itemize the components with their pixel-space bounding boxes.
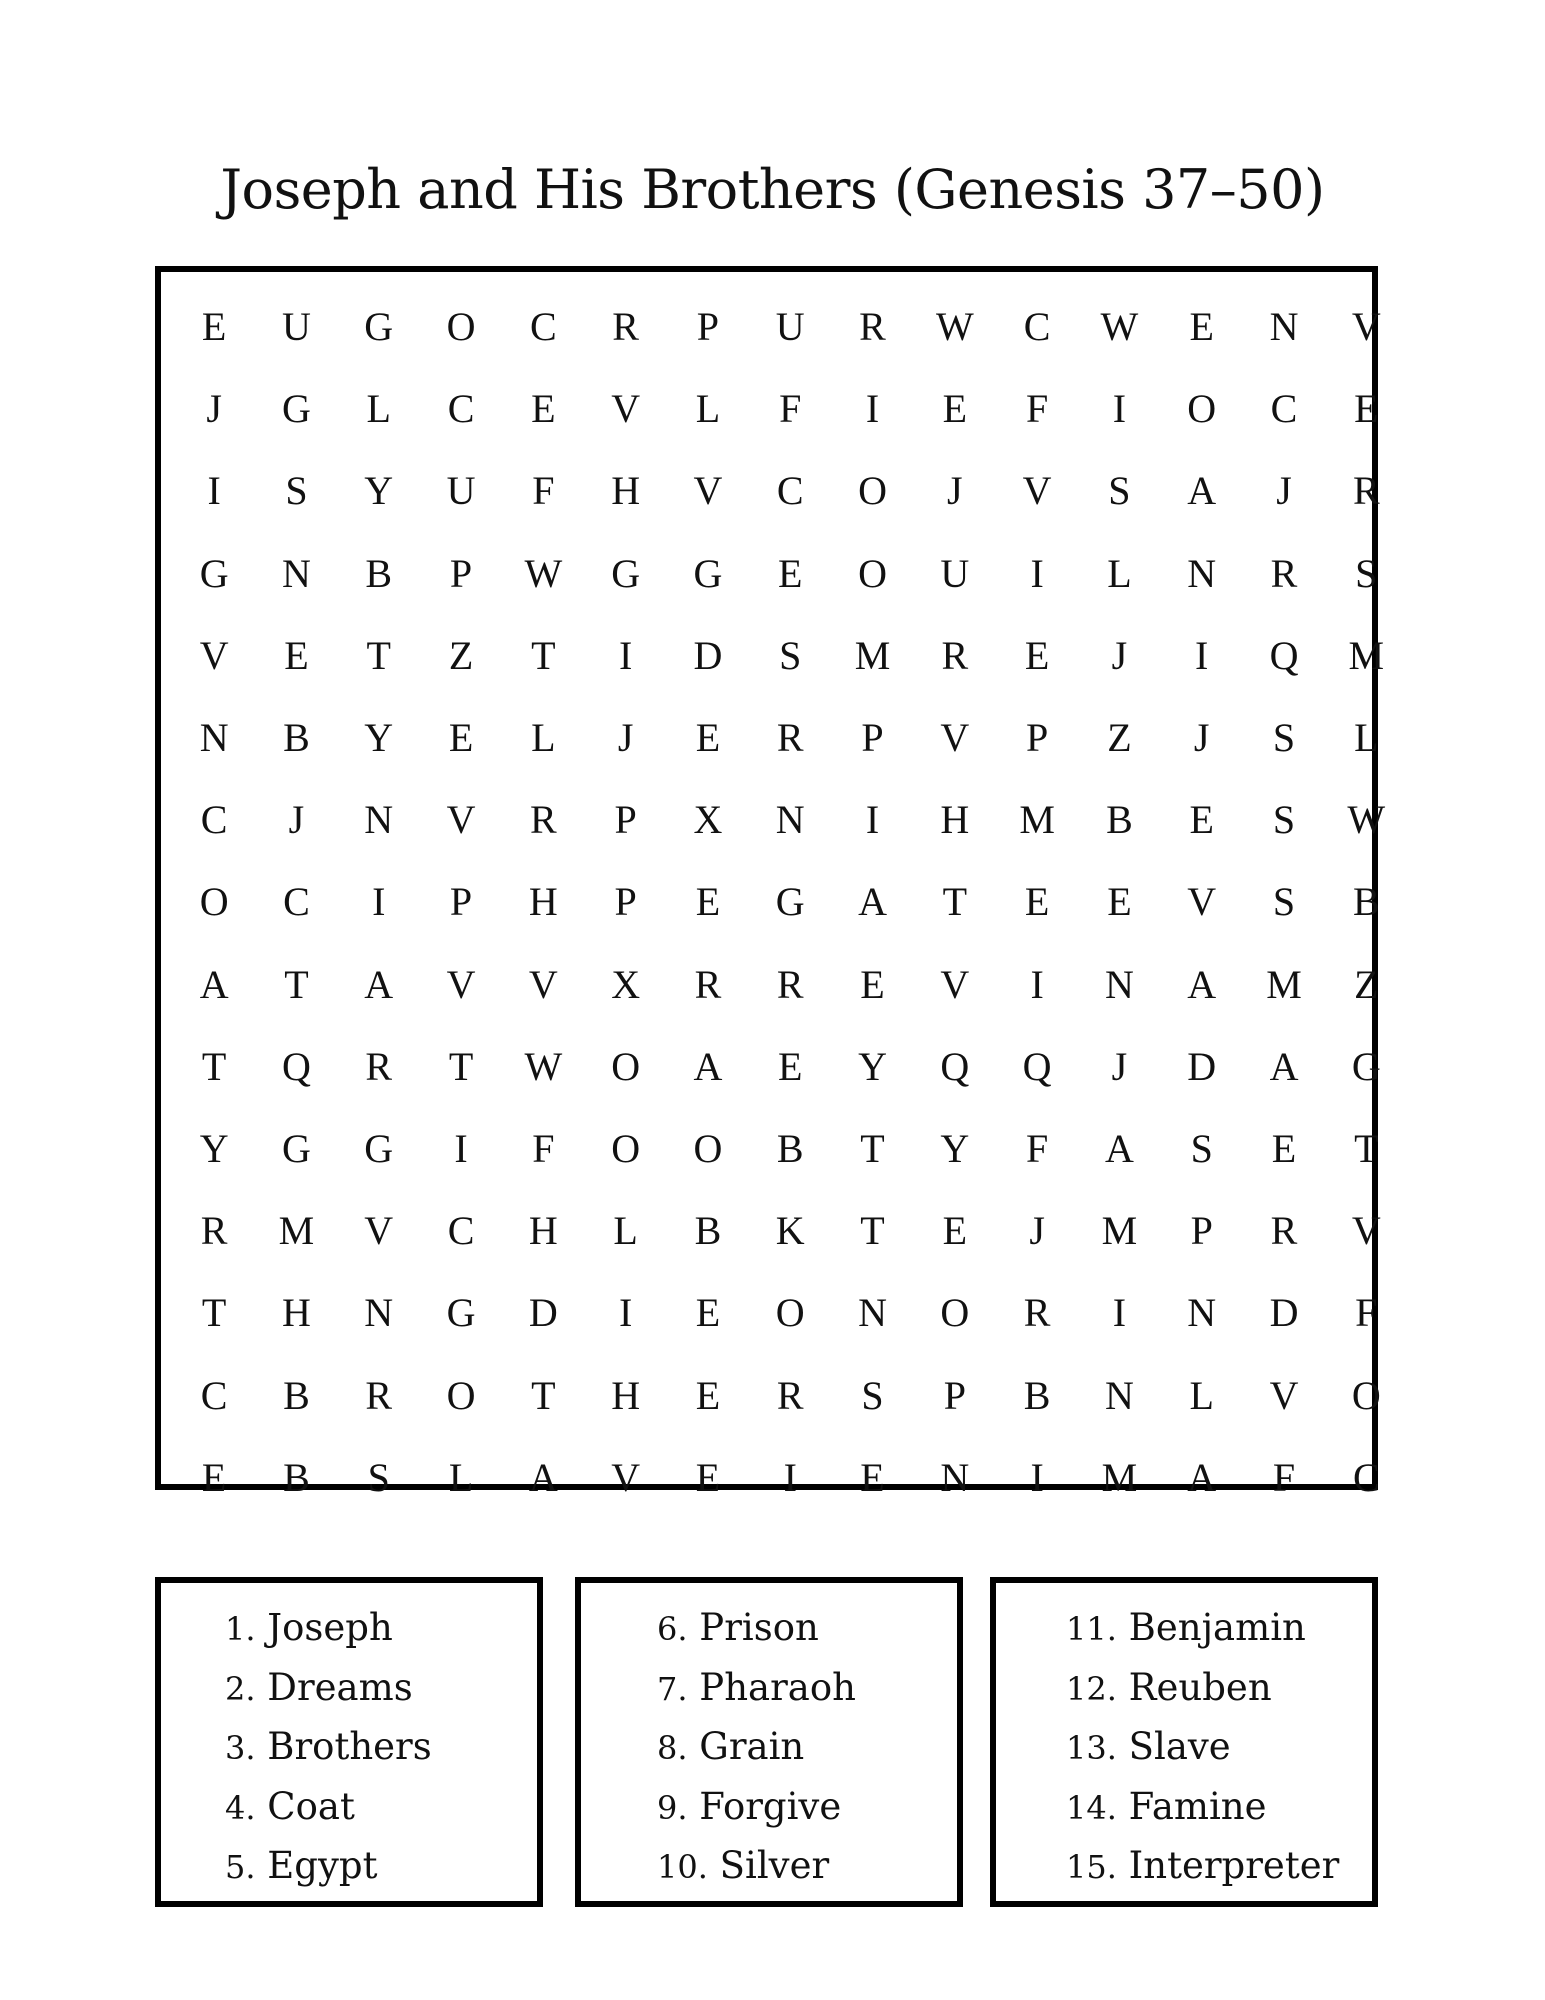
grid-cell[interactable]: L (366, 386, 391, 432)
word-text: Forgive (699, 1784, 842, 1828)
grid-cell[interactable]: E (1354, 386, 1379, 432)
grid-cell[interactable]: V (446, 961, 476, 1007)
word-text: Grain (699, 1725, 805, 1768)
grid-cell[interactable]: E (201, 1454, 227, 1500)
grid-cell[interactable]: K (775, 1208, 805, 1254)
grid-cell[interactable]: E (1189, 304, 1214, 350)
grid-cell[interactable]: C (529, 304, 557, 350)
word-list-box-3 (990, 1577, 1378, 1907)
grid-cell[interactable]: O (940, 1290, 970, 1336)
grid-cell[interactable]: G (282, 1125, 311, 1171)
word-list-item (225, 1718, 432, 1778)
grid-cell[interactable]: Q (1269, 632, 1299, 678)
grid-cell[interactable]: O (858, 550, 887, 596)
grid-cell[interactable]: I (1030, 961, 1044, 1007)
grid-cell[interactable]: P (943, 1372, 966, 1418)
grid-cell[interactable]: R (1023, 1290, 1051, 1336)
grid-cell[interactable]: A (1187, 468, 1217, 514)
grid-cell[interactable]: J (947, 468, 963, 514)
grid-cell[interactable]: C (1023, 304, 1051, 350)
grid-cell[interactable]: F (779, 386, 802, 432)
grid-cell[interactable]: D (1269, 1290, 1299, 1336)
grid-cell[interactable]: U (282, 304, 311, 350)
grid-cell[interactable]: I (1112, 1290, 1127, 1336)
word-number: 2. (225, 1669, 256, 1708)
word-number: 3. (225, 1729, 256, 1767)
grid-cell[interactable]: Q (1022, 1043, 1052, 1089)
grid-cell[interactable]: S (1272, 879, 1296, 925)
grid-cell[interactable]: B (1106, 797, 1133, 843)
grid-cell[interactable]: W (1100, 304, 1139, 350)
grid-cell[interactable]: E (695, 879, 721, 925)
word-number: 12. (1066, 1669, 1117, 1708)
grid-cell[interactable]: F (1025, 1125, 1049, 1171)
grid-cell[interactable]: V (1269, 1372, 1299, 1418)
grid-cell[interactable]: E (201, 304, 227, 350)
grid-cell[interactable]: E (860, 961, 885, 1007)
grid-cell[interactable]: T (201, 1043, 227, 1089)
grid-cell[interactable]: C (200, 1372, 228, 1418)
grid-cell[interactable]: A (1187, 961, 1217, 1007)
grid-cell[interactable]: V (199, 632, 229, 678)
grid-cell[interactable]: B (694, 1208, 722, 1254)
letter-grid (173, 286, 1407, 1519)
word-list-item (1066, 1778, 1339, 1838)
grid-cell[interactable]: I (372, 879, 386, 925)
grid-cell[interactable]: P (1190, 1208, 1213, 1254)
grid-cell[interactable]: M (278, 1208, 315, 1254)
grid-cell[interactable]: R (776, 961, 804, 1007)
grid-cell[interactable]: A (528, 1454, 558, 1500)
grid-cell[interactable]: U (775, 304, 805, 350)
grid-cell[interactable]: V (940, 961, 970, 1007)
word-text: Interpreter (1128, 1844, 1340, 1887)
grid-cell[interactable]: Y (364, 715, 394, 761)
word-text: Coat (267, 1784, 355, 1828)
grid-cell[interactable]: S (861, 1372, 884, 1418)
word-list-item (225, 1778, 432, 1838)
grid-cell[interactable]: C (283, 879, 310, 925)
grid-cell[interactable]: G (364, 304, 394, 350)
grid-cell[interactable]: L (448, 1454, 474, 1500)
grid-cell[interactable]: R (776, 715, 804, 761)
grid-cell[interactable]: B (776, 1125, 804, 1171)
grid-cell[interactable]: E (942, 386, 968, 432)
word-list-item (225, 1837, 432, 1897)
grid-cell[interactable]: D (528, 1290, 558, 1336)
grid-cell[interactable]: M (1101, 1454, 1138, 1500)
grid-cell[interactable]: F (1025, 386, 1049, 432)
grid-cell[interactable]: H (528, 1208, 558, 1254)
grid-cell[interactable]: Z (448, 632, 474, 678)
grid-cell[interactable]: G (199, 550, 229, 596)
grid-cell[interactable]: W (1347, 797, 1386, 843)
grid-cell[interactable]: T (860, 1125, 885, 1171)
grid-cell[interactable]: O (775, 1290, 805, 1336)
grid-cell[interactable]: L (613, 1208, 638, 1254)
word-text: Dreams (267, 1665, 413, 1709)
grid-cell[interactable]: E (860, 1454, 885, 1500)
grid-cell[interactable]: Q (282, 1043, 311, 1089)
grid-cell[interactable]: W (524, 550, 563, 596)
grid-cell[interactable]: A (1187, 1454, 1217, 1500)
grid-cell[interactable]: R (859, 304, 886, 350)
grid-cell[interactable]: V (528, 961, 558, 1007)
grid-cell[interactable]: E (778, 550, 803, 596)
grid-cell[interactable]: F (532, 468, 555, 514)
grid-cell[interactable]: M (854, 632, 891, 678)
grid-cell[interactable]: A (1269, 1043, 1299, 1089)
grid-cell[interactable]: E (531, 386, 556, 432)
grid-cell[interactable]: L (1354, 715, 1379, 761)
grid-cell[interactable]: E (778, 1043, 803, 1089)
grid-cell[interactable]: I (1030, 1454, 1044, 1500)
grid-cell[interactable]: V (611, 1454, 641, 1500)
grid-cell[interactable]: I (783, 1454, 797, 1500)
grid-cell[interactable]: X (611, 961, 641, 1007)
grid-cell[interactable]: Q (940, 1043, 970, 1089)
grid-cell[interactable]: I (865, 797, 880, 843)
grid-cell[interactable]: E (695, 1454, 721, 1500)
grid-cell[interactable]: B (283, 1454, 310, 1500)
word-list-item (657, 1778, 856, 1838)
grid-cell[interactable]: O (611, 1043, 641, 1089)
grid-cell[interactable]: P (861, 715, 884, 761)
grid-cell[interactable]: S (1108, 468, 1131, 514)
grid-cell[interactable]: N (1187, 1290, 1217, 1336)
grid-cell[interactable]: R (200, 1208, 228, 1254)
grid-cell[interactable]: N (1269, 304, 1299, 350)
grid-cell[interactable]: R (776, 1372, 804, 1418)
grid-cell[interactable]: G (775, 879, 805, 925)
grid-cell[interactable]: P (1025, 715, 1049, 761)
grid-cell[interactable]: W (524, 1043, 563, 1089)
grid-cell[interactable]: N (1104, 961, 1134, 1007)
grid-cell[interactable]: R (1270, 550, 1298, 596)
grid-cell[interactable]: J (206, 386, 222, 432)
grid-cell[interactable]: A (858, 879, 887, 925)
grid-cell[interactable]: O (1187, 386, 1217, 432)
grid-cell[interactable]: U (446, 468, 476, 514)
word-text: Slave (1128, 1725, 1231, 1768)
grid-cell[interactable]: M (1101, 1208, 1138, 1254)
grid-cell[interactable]: E (695, 715, 721, 761)
word-list-item (225, 1599, 432, 1659)
word-text: Silver (719, 1844, 830, 1887)
grid-cell[interactable]: F (1272, 1454, 1296, 1500)
grid-cell[interactable]: T (366, 632, 391, 678)
grid-cell[interactable]: C (1352, 1454, 1380, 1500)
grid-cell[interactable]: Y (858, 1043, 887, 1089)
grid-cell[interactable]: V (364, 1208, 394, 1254)
grid-cell[interactable]: Y (364, 468, 394, 514)
grid-cell[interactable]: P (449, 879, 473, 925)
grid-cell[interactable]: F (1355, 1290, 1378, 1336)
grid-cell[interactable]: O (693, 1125, 723, 1171)
grid-cell[interactable]: H (528, 879, 558, 925)
grid-cell[interactable]: S (1190, 1125, 1213, 1171)
grid-cell[interactable]: M (1019, 797, 1055, 843)
grid-cell[interactable]: E (695, 1290, 721, 1336)
word-number: 15. (1066, 1848, 1117, 1886)
grid-cell[interactable]: G (611, 550, 641, 596)
grid-cell[interactable]: O (858, 468, 887, 514)
grid-cell[interactable]: S (367, 1454, 390, 1500)
grid-cell[interactable]: E (448, 715, 474, 761)
word-number: 1. (225, 1610, 256, 1648)
word-text: Benjamin (1128, 1606, 1306, 1649)
grid-cell[interactable]: R (941, 632, 969, 678)
grid-cell[interactable]: Z (1107, 715, 1132, 761)
word-number: 11. (1066, 1610, 1117, 1648)
grid-cell[interactable]: U (940, 550, 970, 596)
grid-cell[interactable]: N (282, 550, 311, 596)
grid-cell[interactable]: J (1193, 715, 1210, 761)
grid-cell[interactable]: V (940, 715, 970, 761)
grid-cell[interactable]: A (1104, 1125, 1134, 1171)
grid-cell[interactable]: L (531, 715, 556, 761)
grid-cell[interactable]: A (199, 961, 229, 1007)
grid-cell[interactable]: C (776, 468, 804, 514)
grid-cell[interactable]: R (612, 304, 639, 350)
word-list-2 (657, 1599, 856, 1897)
grid-cell[interactable]: L (1189, 1372, 1214, 1418)
letter-grid-frame (155, 266, 1386, 1500)
grid-cell[interactable]: J (617, 715, 634, 761)
word-list-item (657, 1659, 856, 1719)
grid-cell[interactable]: Y (199, 1125, 229, 1171)
grid-cell[interactable]: S (779, 632, 802, 678)
grid-cell[interactable]: H (611, 468, 641, 514)
grid-cell[interactable]: V (611, 386, 641, 432)
grid-cell[interactable]: N (940, 1454, 970, 1500)
grid-cell[interactable]: N (1104, 1372, 1134, 1418)
word-number: 13. (1066, 1729, 1117, 1767)
grid-cell[interactable]: R (1352, 468, 1380, 514)
grid-cell[interactable]: I (865, 386, 880, 432)
grid-cell[interactable]: J (288, 797, 305, 843)
grid-cell[interactable]: E (1189, 797, 1214, 843)
grid-cell[interactable]: S (1355, 550, 1378, 596)
word-text: Egypt (267, 1844, 378, 1887)
word-list-box-2 (575, 1577, 963, 1907)
grid-cell[interactable]: J (1111, 1043, 1128, 1089)
grid-cell[interactable]: E (1024, 632, 1050, 678)
grid-cell[interactable]: E (695, 1372, 721, 1418)
word-number: 7. (657, 1669, 688, 1708)
word-list-item (1066, 1837, 1339, 1897)
word-text: Famine (1128, 1784, 1267, 1828)
word-number: 4. (225, 1788, 256, 1827)
grid-cell[interactable]: T (860, 1208, 885, 1254)
grid-cell[interactable]: I (618, 632, 633, 678)
grid-cell[interactable]: O (611, 1125, 641, 1171)
word-number: 9. (657, 1788, 688, 1827)
grid-cell[interactable]: P (696, 304, 720, 350)
word-list-item (1066, 1659, 1339, 1719)
grid-cell[interactable]: P (614, 797, 637, 843)
word-text: Pharaoh (699, 1665, 856, 1709)
grid-cell[interactable]: I (454, 1125, 468, 1171)
grid-cell[interactable]: E (1271, 1125, 1297, 1171)
grid-cell[interactable]: C (447, 386, 475, 432)
grid-cell[interactable]: Z (1354, 961, 1379, 1007)
word-number: 5. (225, 1848, 256, 1886)
grid-cell[interactable]: C (1270, 386, 1298, 432)
grid-cell[interactable]: C (200, 797, 228, 843)
grid-cell[interactable]: J (1029, 1208, 1045, 1254)
grid-cell[interactable]: R (694, 961, 722, 1007)
grid-cell[interactable]: V (446, 797, 476, 843)
grid-cell[interactable]: Y (940, 1125, 970, 1171)
grid-cell[interactable]: R (529, 797, 557, 843)
grid-cell[interactable]: I (1030, 550, 1044, 596)
grid-cell[interactable]: A (693, 1043, 723, 1089)
grid-cell[interactable]: H (282, 1290, 311, 1336)
grid-cell[interactable]: O (199, 879, 229, 925)
grid-cell[interactable]: E (1107, 879, 1132, 925)
grid-cell[interactable]: T (531, 1372, 556, 1418)
word-number: 14. (1066, 1788, 1117, 1827)
grid-cell[interactable]: G (693, 550, 723, 596)
grid-cell[interactable]: O (1351, 1372, 1381, 1418)
word-number: 10. (657, 1848, 708, 1886)
grid-cell[interactable]: I (1195, 632, 1209, 678)
word-text: Joseph (267, 1606, 393, 1649)
grid-cell[interactable]: I (1112, 386, 1127, 432)
grid-cell[interactable]: G (282, 386, 311, 432)
grid-cell[interactable]: R (365, 1372, 393, 1418)
grid-cell[interactable]: N (1187, 550, 1217, 596)
grid-cell[interactable]: B (1352, 879, 1380, 925)
grid-cell[interactable]: H (611, 1372, 641, 1418)
grid-cell[interactable]: V (693, 468, 723, 514)
grid-cell[interactable]: I (207, 468, 221, 514)
puzzle-title: Joseph and His Brothers (Genesis 37–50) (220, 158, 1325, 221)
grid-cell[interactable]: T (448, 1043, 474, 1089)
grid-cell[interactable]: G (1351, 1043, 1381, 1089)
grid-cell[interactable]: H (940, 797, 970, 843)
grid-cell[interactable]: N (199, 715, 229, 761)
grid-cell[interactable]: T (1354, 1125, 1379, 1171)
word-list-item (1066, 1599, 1339, 1659)
grid-cell[interactable]: B (1023, 1372, 1051, 1418)
word-text: Reuben (1128, 1665, 1272, 1709)
grid-cell[interactable]: T (201, 1290, 227, 1336)
word-text: Prison (699, 1606, 819, 1649)
grid-cell[interactable]: D (693, 632, 723, 678)
word-list-item (1066, 1718, 1339, 1778)
grid-cell[interactable]: R (1270, 1208, 1298, 1254)
grid-cell[interactable]: S (1272, 797, 1296, 843)
grid-cell[interactable]: C (447, 1208, 475, 1254)
grid-cell[interactable]: J (1111, 632, 1128, 678)
grid-cell[interactable]: N (858, 1290, 887, 1336)
grid-cell[interactable]: E (942, 1208, 968, 1254)
grid-cell[interactable]: T (942, 879, 968, 925)
word-list-item (225, 1659, 432, 1719)
grid-cell[interactable]: S (1272, 715, 1296, 761)
grid-cell[interactable]: N (364, 797, 394, 843)
word-number: 8. (657, 1729, 688, 1767)
grid-cell[interactable]: F (532, 1125, 555, 1171)
grid-cell[interactable]: V (1187, 879, 1217, 925)
grid-cell[interactable]: O (446, 304, 476, 350)
grid-cell[interactable]: M (1348, 632, 1385, 678)
grid-cell[interactable]: X (693, 797, 723, 843)
grid-cell[interactable]: V (1351, 304, 1381, 350)
word-number: 6. (657, 1610, 688, 1648)
grid-cell[interactable]: E (284, 632, 309, 678)
grid-cell[interactable]: V (1022, 468, 1052, 514)
grid-cell[interactable]: B (283, 1372, 310, 1418)
grid-cell[interactable]: N (775, 797, 805, 843)
grid-cell[interactable]: N (364, 1290, 394, 1336)
grid-cell[interactable]: E (1024, 879, 1050, 925)
grid-cell[interactable]: M (1266, 961, 1302, 1007)
grid-cell[interactable]: J (1276, 468, 1292, 514)
grid-cell[interactable]: G (446, 1290, 476, 1336)
word-list-box-1 (155, 1577, 543, 1907)
grid-cell[interactable]: T (284, 961, 309, 1007)
grid-cell[interactable]: D (1187, 1043, 1217, 1089)
grid-cell[interactable]: V (1351, 1208, 1381, 1254)
grid-cell[interactable]: L (1107, 550, 1132, 596)
grid-cell[interactable]: A (364, 961, 394, 1007)
word-text: Brothers (267, 1725, 432, 1768)
word-list-item (657, 1837, 856, 1897)
grid-cell[interactable]: B (283, 715, 310, 761)
word-list-3 (1066, 1599, 1339, 1897)
grid-cell[interactable]: I (618, 1290, 633, 1336)
word-list-item (657, 1718, 856, 1778)
grid-cell[interactable]: O (446, 1372, 476, 1418)
grid-cell[interactable]: P (449, 550, 473, 596)
grid-cell[interactable]: G (364, 1125, 394, 1171)
grid-cell[interactable]: S (285, 468, 308, 514)
grid-cell[interactable]: T (531, 632, 556, 678)
grid-cell[interactable]: W (935, 304, 974, 350)
grid-cell[interactable]: R (365, 1043, 393, 1089)
grid-cell[interactable]: L (695, 386, 721, 432)
word-list-1 (225, 1599, 432, 1897)
word-list-item (657, 1599, 856, 1659)
grid-cell[interactable]: B (365, 550, 393, 596)
grid-cell[interactable]: P (614, 879, 637, 925)
